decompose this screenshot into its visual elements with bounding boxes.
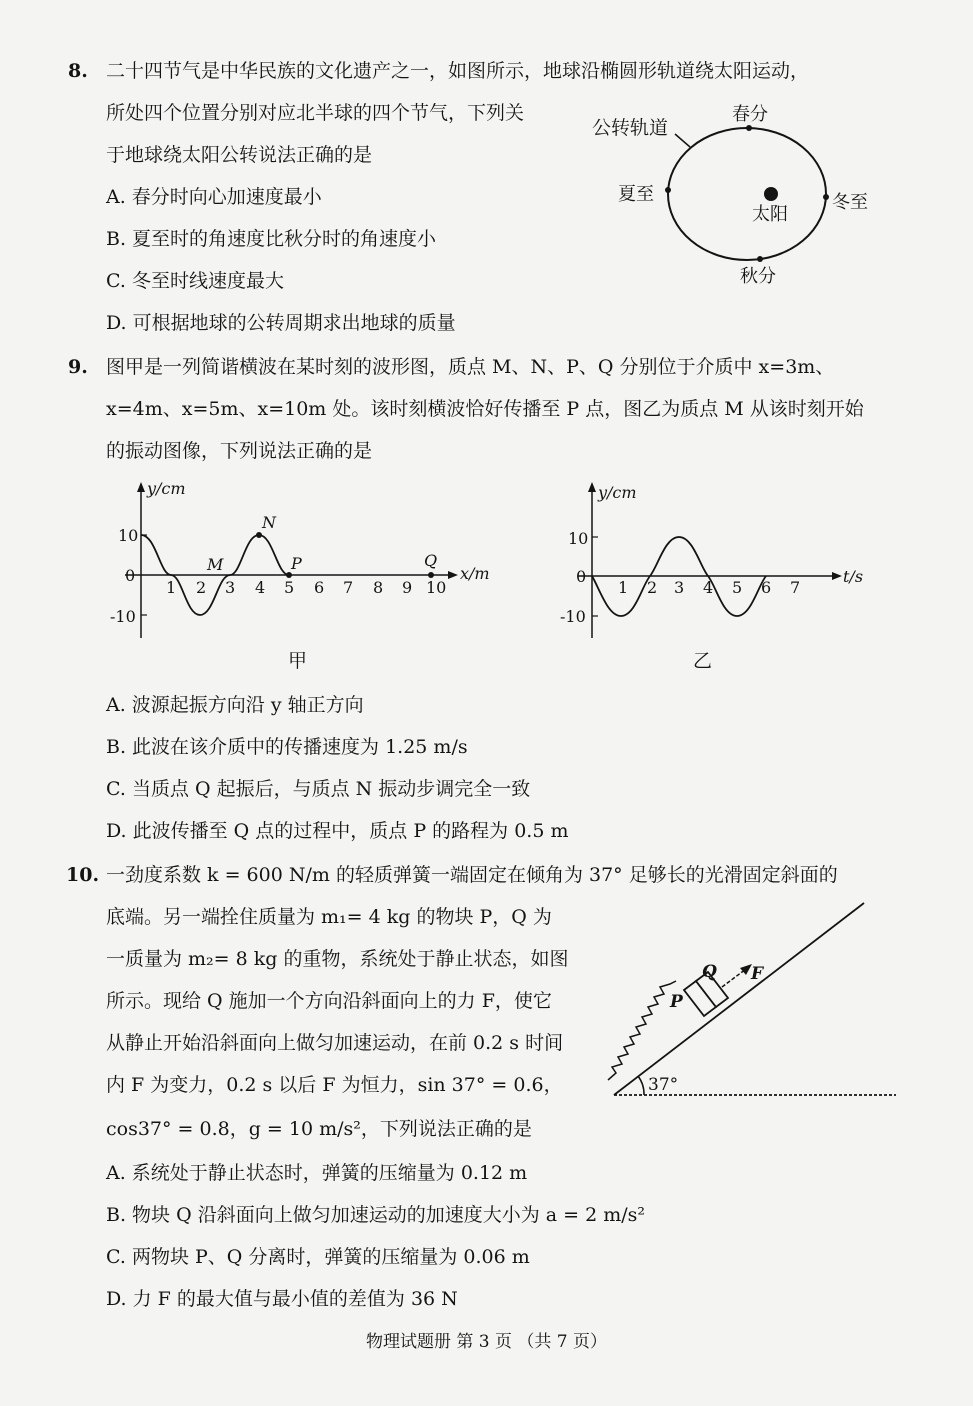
y-tick-0: 0 [125,566,136,585]
incline-surface [614,903,864,1095]
label-q: Q [702,962,717,982]
sun-icon [764,187,778,201]
t-tick-2: 2 [647,578,658,597]
x-tick-7: 7 [343,578,354,597]
t-tick-1: 1 [618,578,629,597]
y-tick-10: 10 [568,529,589,548]
q10-stem-line-5: 从静止开始沿斜面向上做匀加速运动，在前 0.2 s 时间 [106,1032,564,1054]
autumn-label: 秋分 [740,266,776,287]
page-footer: 物理试题册 第 3 页 （共 7 页） [365,1332,608,1352]
q9-stem-line-2: x=4m、x=5m、x=10m 处。该时刻横波恰好传播至 P 点，图乙为质点 M 从该时刻开始 [106,398,864,420]
q10-stem-line-4: 所示。现给 Q 施加一个方向沿斜面向上的力 F，使它 [106,990,552,1012]
t-tick-5: 5 [732,578,743,597]
x-tick-10: 10 [426,578,447,597]
x-tick-3: 3 [225,578,236,597]
q9-caption-yi: 乙 [693,650,713,672]
q10-incline-figure [596,895,901,1110]
orbit-ellipse [668,128,826,260]
orbit-label-leader [675,134,690,147]
force-arrow-line [722,969,746,987]
q9-option-a: A. 波源起振方向沿 y 轴正方向 [106,694,364,716]
q8-option-d: D. 可根据地球的公转周期求出地球的质量 [106,312,456,334]
q8-number: 8. [68,60,88,82]
q8-option-b: B. 夏至时的角速度比秋分时的角速度小 [106,228,437,250]
x-tick-5: 5 [284,578,295,597]
t-axis-arrow [832,572,842,580]
q8-stem-line-3: 于地球绕太阳公转说法正确的是 [106,144,373,166]
label-p: P [670,992,683,1012]
x-tick-labels [166,578,446,597]
q9-stem-line-1: 图甲是一列简谐横波在某时刻的波形图，质点 M、N、P、Q 分别位于介质中 x=3m、 [106,356,835,378]
t-axis-label: t/s [843,567,864,586]
point-q [428,572,434,578]
point-label-q: Q [424,551,438,570]
q10-stem-line-6: 内 F 为变力，0.2 s 以后 F 为恒力，sin 37° = 0.6， [106,1074,563,1096]
y-tick-labels [110,526,138,626]
summer-point [665,187,671,193]
x-tick-6: 6 [314,578,325,597]
q8-option-a: A. 春分时向心加速度最小 [106,186,322,208]
y-tick-neg10: -10 [560,607,586,626]
label-f: F [751,964,764,984]
q10-option-a: A. 系统处于静止状态时，弹簧的压缩量为 0.12 m [106,1162,528,1184]
x-axis-arrow [448,571,458,579]
autumn-point [757,256,763,262]
q10-stem-line-7: cos37° = 0.8，g = 10 m/s²，下列说法正确的是 [106,1118,532,1140]
t-tick-labels [618,578,800,597]
q8-stem-line-2: 所处四个位置分别对应北半球的四个节气，下列关 [106,102,525,124]
q9-option-d: D. 此波传播至 Q 点的过程中，质点 P 的路程为 0.5 m [106,820,569,842]
q10-option-b: B. 物块 Q 沿斜面向上做匀加速运动的加速度大小为 a = 2 m/s² [106,1204,645,1226]
y-axis-arrow [137,482,145,492]
q9-caption-jia: 甲 [288,650,308,672]
x-tick-9: 9 [402,578,413,597]
point-label-n: N [262,513,276,532]
y-tick-10: 10 [118,526,139,545]
angle-label: 37° [648,1075,679,1095]
y-axis-label: y/cm [147,479,186,498]
summer-label: 夏至 [618,184,654,205]
spring [608,981,676,1080]
x-tick-1: 1 [166,578,177,597]
point-n [256,532,262,538]
t-tick-6: 6 [761,578,772,597]
q8-orbit-figure [580,98,900,298]
t-tick-4: 4 [703,578,714,597]
winter-point [823,194,829,200]
q10-option-d: D. 力 F 的最大值与最小值的差值为 36 N [106,1288,458,1310]
x-tick-4: 4 [255,578,266,597]
y-tick-neg10: -10 [110,607,136,626]
q9-option-b: B. 此波在该介质中的传播速度为 1.25 m/s [106,736,468,758]
winter-label: 冬至 [832,192,868,213]
t-tick-3: 3 [674,578,685,597]
spring-point [746,125,752,131]
q10-option-c: C. 两物块 P、Q 分离时，弹簧的压缩量为 0.06 m [106,1246,530,1268]
q9-option-c: C. 当质点 Q 起振后，与质点 N 振动步调完全一致 [106,778,531,800]
q10-stem-line-1: 一劲度系数 k = 600 N/m 的轻质弹簧一端固定在倾角为 37° 足够长的光滑固定斜面的 [106,864,838,886]
y-axis-arrow [588,482,596,492]
q8-stem-line-1: 二十四节气是中华民族的文化遗产之一，如图所示，地球沿椭圆形轨道绕太阳运动， [106,60,810,82]
q8-option-c: C. 冬至时线速度最大 [106,270,284,292]
spring-label: 春分 [732,104,768,125]
angle-arc [638,1076,644,1095]
q9-number: 9. [68,356,88,378]
y-axis-label: y/cm [598,483,637,502]
point-label-m: M [207,555,224,574]
sun-label: 太阳 [752,204,788,225]
x-tick-8: 8 [373,578,384,597]
q9-stem-line-3: 的振动图像，下列说法正确的是 [106,440,373,462]
x-tick-2: 2 [196,578,207,597]
x-axis-label: x/m [460,564,490,583]
y-tick-0: 0 [576,567,587,586]
q9-vibration-figure-yi [548,478,878,648]
point-label-p: P [291,554,302,573]
orbit-label: 公转轨道 [592,117,669,139]
t-tick-7: 7 [790,578,801,597]
q10-number: 10. [66,864,100,886]
q10-stem-line-3: 一质量为 m₂= 8 kg 的重物，系统处于静止状态，如图 [106,948,569,970]
q10-stem-line-2: 底端。另一端拴住质量为 m₁= 4 kg 的物块 P，Q 为 [106,906,552,928]
q9-wave-figure-jia [100,478,510,648]
